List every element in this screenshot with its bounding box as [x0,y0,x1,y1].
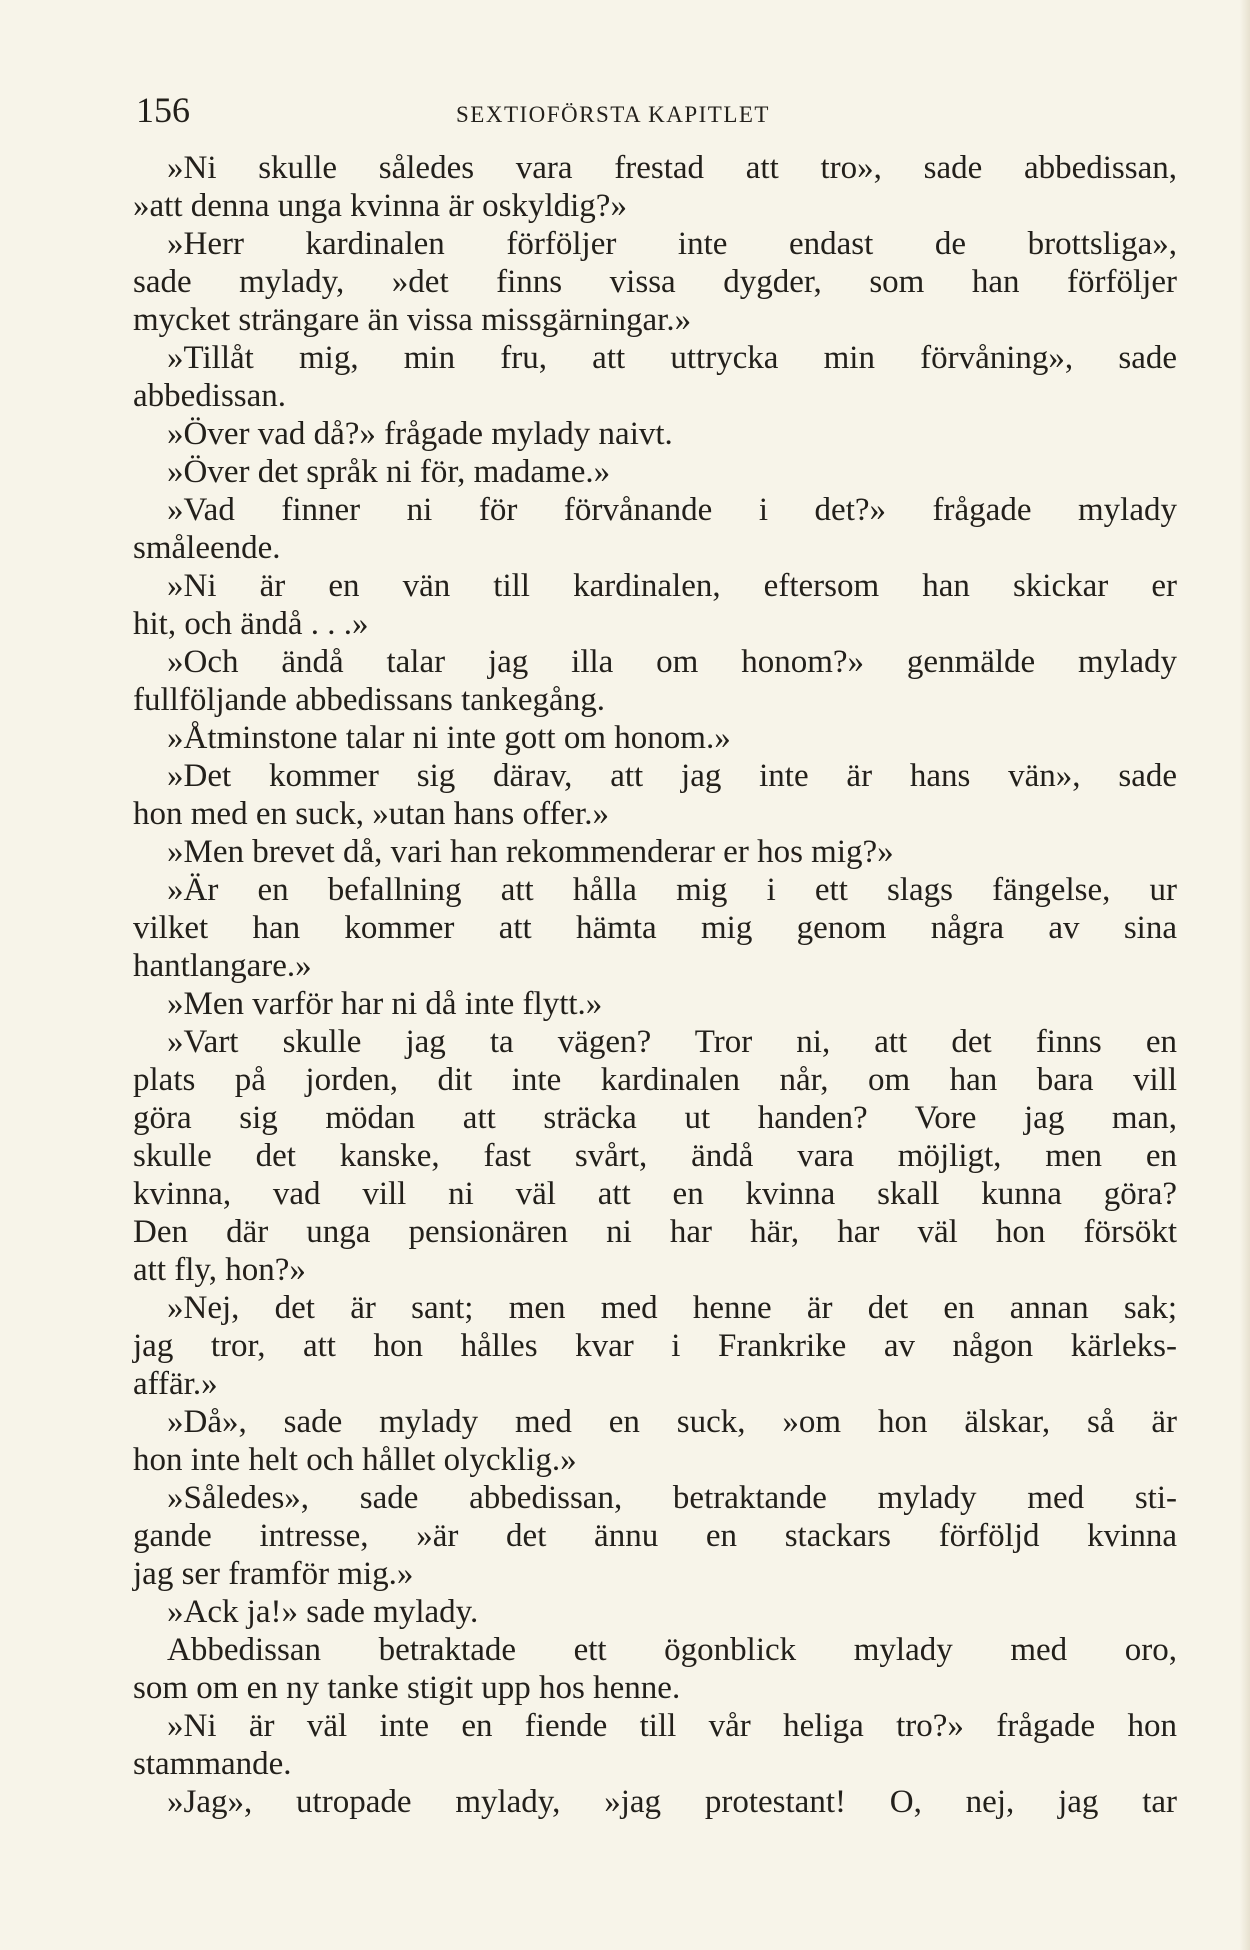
text-line: »Således», sade abbedissan, betraktande mylady med sti- [167,1480,1177,1516]
text-line: »Men brevet då, vari han rekommenderar er hos mig?» [167,834,894,870]
text-line: mycket strängare än vissa missgärningar.» [133,302,692,338]
text-line: att fly, hon?» [133,1252,306,1288]
text-line: »Tillåt mig, min fru, att uttrycka min förvåning», sade [167,340,1177,376]
text-line: »Över det språk ni för, madame.» [167,454,611,490]
text-line: »Vart skulle jag ta vägen? Tror ni, att det finns en [167,1024,1177,1060]
text-line: »Herr kardinalen förföljer inte endast de brottsliga», [167,226,1177,262]
text-line: kvinna, vad vill ni väl att en kvinna skall kunna göra? [133,1176,1177,1212]
text-line: »Ni är väl inte en fiende till vår heliga tro?» frågade hon [167,1708,1177,1744]
text-line: abbedissan. [133,378,287,414]
text-line: »Åtminstone talar ni inte gott om honom.» [167,720,731,756]
text-line: »Ni är en vän till kardinalen, eftersom han skickar er [167,568,1177,604]
text-line: plats på jorden, dit inte kardinalen når, om han bara vill [133,1062,1177,1098]
text-line: »Vad finner ni för förvånande i det?» frågade mylady [167,492,1177,528]
text-line: småleende. [133,530,281,566]
text-line: gande intresse, »är det ännu en stackars förföljd kvinna [133,1518,1177,1554]
page-edge-shadow [1240,0,1250,1950]
text-line: sade mylady, »det finns vissa dygder, som han förföljer [133,264,1177,300]
text-line: hon med en suck, »utan hans offer.» [133,796,609,832]
text-line: som om en ny tanke stigit upp hos henne. [133,1670,681,1706]
text-line: »Över vad då?» frågade mylady naivt. [167,416,673,452]
text-line: »Ni skulle således vara frestad att tro», sade abbedissan, [167,150,1177,186]
page-number: 156 [136,90,190,130]
text-line: »Ack ja!» sade mylady. [167,1594,479,1630]
text-line: »Men varför har ni då inte flytt.» [167,986,603,1022]
text-line: hit, och ändå . . .» [133,606,369,642]
body-text [133,149,1177,1821]
text-line: »Då», sade mylady med en suck, »om hon älskar, så är [167,1404,1177,1440]
text-line: göra sig mödan att sträcka ut handen? Vore jag man, [133,1100,1177,1136]
text-line: jag tror, att hon hålles kvar i Frankrike av någon kärleks- [133,1328,1177,1364]
text-line: skulle det kanske, fast svårt, ändå vara möjligt, men en [133,1138,1177,1174]
text-line: stammande. [133,1746,292,1782]
text-line: hantlangare.» [133,948,312,984]
page-header [136,88,1176,138]
text-line: fullföljande abbedissans tankegång. [133,682,605,718]
text-line: hon inte helt och hållet olycklig.» [133,1442,577,1478]
running-head: SEXTIOFÖRSTA KAPITLET [456,102,770,127]
text-line: Den där unga pensionären ni har här, har väl hon försökt [133,1214,1177,1250]
text-line: »Det kommer sig därav, att jag inte är hans vän», sade [167,758,1177,794]
text-line: »Nej, det är sant; men med henne är det en annan sak; [167,1290,1177,1326]
text-line: »Är en befallning att hålla mig i ett slags fängelse, ur [167,872,1177,908]
text-line: Abbedissan betraktade ett ögonblick mylady med oro, [167,1632,1177,1668]
text-line: »att denna unga kvinna är oskyldig?» [133,188,627,224]
text-line: »Och ändå talar jag illa om honom?» genmälde mylady [167,644,1177,680]
text-line: affär.» [133,1366,218,1402]
text-line: »Jag», utropade mylady, »jag protestant! O, nej, jag tar [167,1784,1177,1820]
text-line: vilket han kommer att hämta mig genom några av sina [133,910,1177,946]
text-line: jag ser framför mig.» [133,1556,414,1592]
